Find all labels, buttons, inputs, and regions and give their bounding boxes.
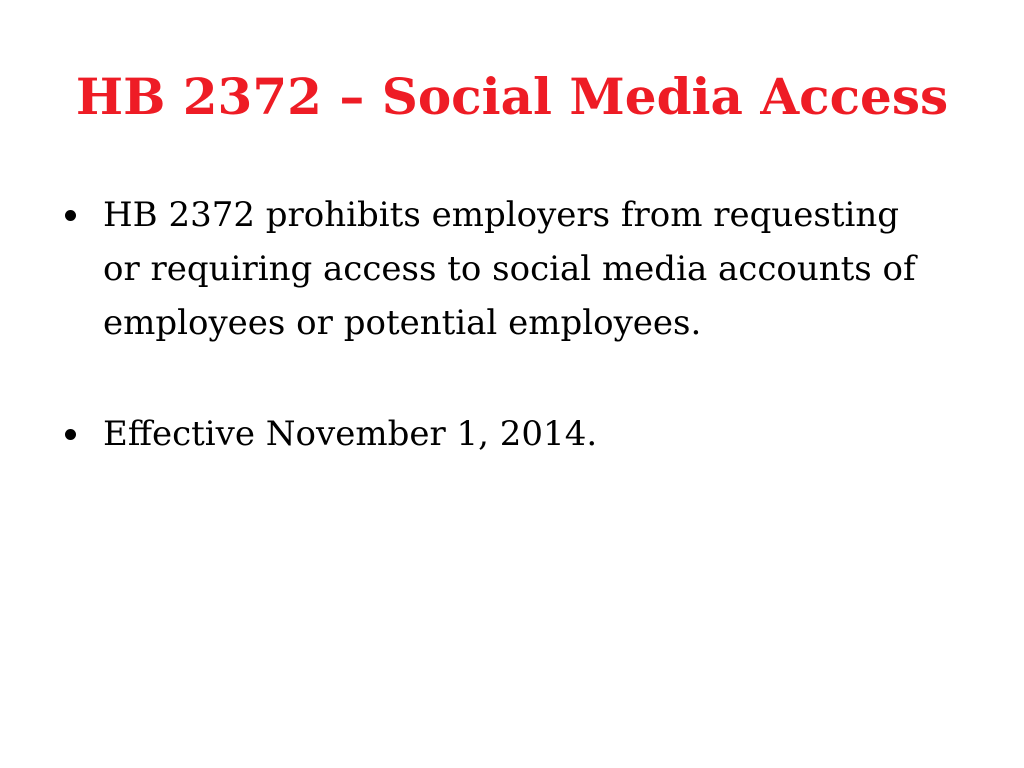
bullet-icon bbox=[65, 210, 76, 221]
bullet-text: Effective November 1, 2014. bbox=[103, 414, 598, 454]
bullet-list bbox=[60, 188, 940, 518]
bullet-item-prohibition bbox=[60, 188, 940, 350]
bullet-item-effective-date bbox=[60, 407, 940, 461]
slide-title: HB 2372 – Social Media Access bbox=[75, 67, 949, 126]
bullet-text: HB 2372 prohibits employers from requesting or requiring access to social media accounts of employees or potential employees. bbox=[103, 195, 916, 343]
bullet-icon bbox=[65, 429, 76, 440]
